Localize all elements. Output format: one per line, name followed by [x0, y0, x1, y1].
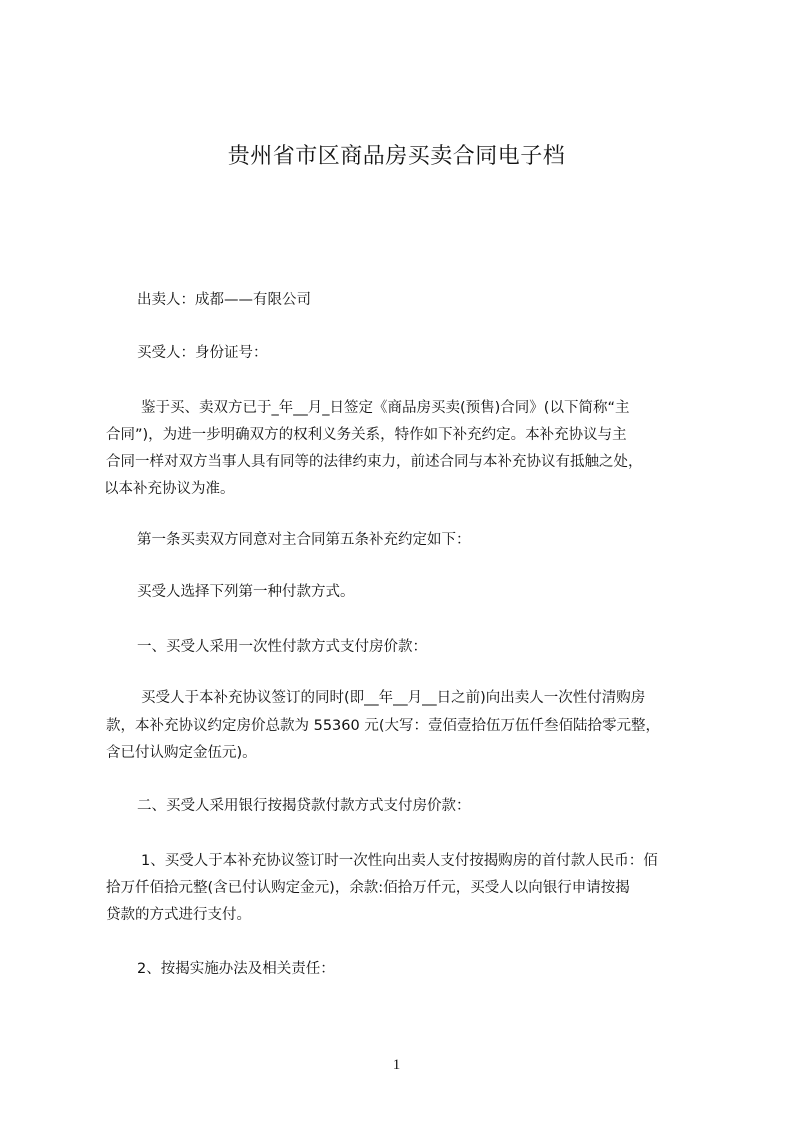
option-1-line-1: 买受人于本补充协议签订的同时(即__年__月__日之前)向出卖人一次性付清购房: [141, 690, 646, 706]
option-1-line-3: 含已付认购定金伍元)。: [106, 745, 257, 761]
option-1-heading: 一、买受人采用一次性付款方式支付房价款：: [137, 639, 427, 655]
intro-line-2: 合同”)，为进一步明确双方的权利义务关系，特作如下补充约定。本补充协议与主: [106, 427, 627, 443]
intro-line-4: 以本补充协议为准。: [104, 481, 235, 497]
document-title: 贵州省市区商品房买卖合同电子档: [227, 144, 566, 169]
option-2-item-1-line-3: 贷款的方式进行支付。: [106, 907, 251, 923]
option-2-item-1-line-1: 1、买受人于本补充协议签订时一次性向出卖人支付按揭购房的首付款人民币：佰: [141, 853, 658, 869]
intro-line-3: 合同一样对双方当事人具有同等的法律约束力，前述合同与本补充协议有抵触之处，: [106, 454, 643, 470]
option-2-item-2-line: 2、按揭实施办法及相关责任：: [137, 961, 335, 977]
page-number: 1: [392, 1057, 401, 1073]
option-1-line-2: 款，本补充协议约定房价总款为 55360 元(大写：壹佰壹拾伍万伍仟叁佰陆拾零元整，: [106, 718, 660, 734]
intro-line-1: 鉴于买、卖双方已于_年__月_日签定《商品房买卖(预售)合同》(以下简称“主: [141, 400, 630, 416]
seller-line: 出卖人：成都——有限公司: [137, 292, 311, 308]
article-1-heading: 第一条买卖双方同意对主合同第五条补充约定如下：: [137, 532, 471, 548]
buyer-line: 买受人：身份证号：: [137, 345, 268, 361]
payment-choice-line: 买受人选择下列第一种付款方式。: [137, 584, 355, 600]
option-2-heading: 二、买受人采用银行按揭贷款付款方式支付房价款：: [137, 798, 471, 814]
option-2-item-1-line-2: 拾万仟佰拾元整(含已付认购定金元)，余款:佰拾万仟元，买受人以向银行申请按揭: [106, 880, 630, 896]
